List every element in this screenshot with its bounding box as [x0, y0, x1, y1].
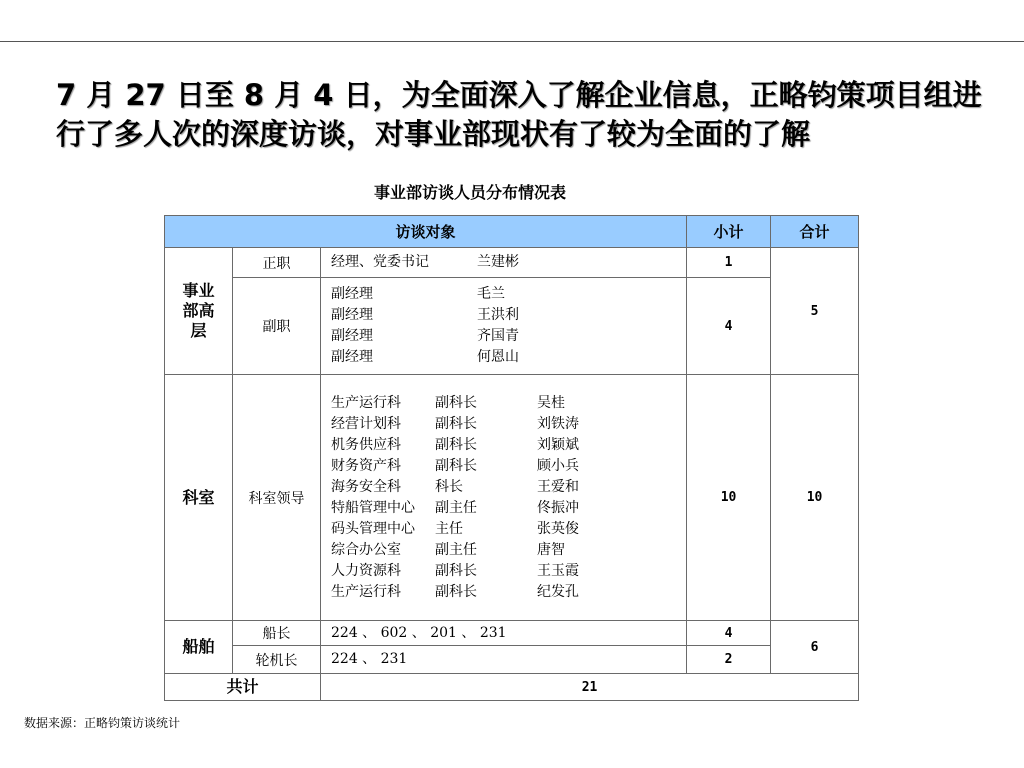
- list-item: 海务安全科 科长 王爱和: [331, 478, 579, 495]
- subtotal-principal: 1: [687, 248, 771, 278]
- table-row: [165, 248, 859, 278]
- detail-deputy: [321, 278, 687, 375]
- list-item: 经理、党委书记 兰建彬: [331, 254, 519, 270]
- detail-dept-leaders: [321, 375, 687, 621]
- top-divider-line: [0, 41, 1024, 42]
- interview-distribution-table: [164, 215, 859, 701]
- detail-principal: [321, 248, 687, 278]
- role-deputy: 副职: [233, 278, 321, 375]
- table-row: [165, 375, 859, 621]
- list-item: 副经理 毛兰: [331, 286, 505, 302]
- list-item: 财务资产科 副科长 顾小兵: [331, 457, 579, 474]
- detail-engineer: 224 、 231: [321, 646, 687, 674]
- total-dept: 10: [771, 375, 859, 621]
- role-captain: 船长: [233, 621, 321, 646]
- subtotal-engineer: 2: [687, 646, 771, 674]
- group-ship: 船舶: [165, 621, 233, 674]
- list-item: 特船管理中心 副主任 佟振冲: [331, 499, 579, 516]
- table-header-row: [165, 216, 859, 248]
- grand-total-value: 21: [321, 674, 859, 701]
- data-source-note: 数据来源：正略钧策访谈统计: [24, 716, 181, 730]
- group-exec-label: 事业部高层: [182, 281, 215, 340]
- table-row: [165, 646, 859, 674]
- table-row: [165, 278, 859, 375]
- role-engineer: 轮机长: [233, 646, 321, 674]
- header-target: 访谈对象: [165, 216, 687, 248]
- list-item: 副经理 何恩山: [331, 349, 519, 365]
- role-dept-leaders: 科室领导: [233, 375, 321, 621]
- list-item: 综合办公室 副主任 唐智: [331, 541, 565, 558]
- table-row-grand-total: [165, 674, 859, 701]
- detail-captain: 224 、 602 、 201 、 231: [321, 621, 687, 646]
- list-item: 经营计划科 副科长 刘铁涛: [331, 415, 579, 432]
- total-ship: 6: [771, 621, 859, 674]
- list-item: 人力资源科 副科长 王玉霞: [331, 562, 579, 579]
- slide-headline: 7 月 27 日至 8 月 4 日，为全面深入了解企业信息，正略钧策项目组进行了多人次的深度访谈，对事业部现状有了较为全面的了解: [56, 78, 982, 151]
- header-total: 合计: [771, 216, 859, 248]
- list-item: 机务供应科 副科长 刘颖斌: [331, 436, 579, 453]
- group-exec: [165, 248, 233, 375]
- table-title: 事业部访谈人员分布情况表: [374, 183, 567, 202]
- grand-total-label: 共计: [165, 674, 321, 701]
- list-item: 码头管理中心 主任 张英俊: [331, 520, 579, 537]
- group-dept: 科室: [165, 375, 233, 621]
- subtotal-captain: 4: [687, 621, 771, 646]
- total-exec: 5: [771, 248, 859, 375]
- list-item: 生产运行科 副科长 吴桂: [331, 394, 565, 411]
- list-item: 副经理 齐国青: [331, 328, 519, 344]
- list-item: 副经理 王洪利: [331, 307, 519, 323]
- list-item: 生产运行科 副科长 纪发孔: [331, 583, 579, 600]
- subtotal-dept: 10: [687, 375, 771, 621]
- subtotal-deputy: 4: [687, 278, 771, 375]
- table-row: [165, 621, 859, 646]
- role-principal: 正职: [233, 248, 321, 278]
- header-subtotal: 小计: [687, 216, 771, 248]
